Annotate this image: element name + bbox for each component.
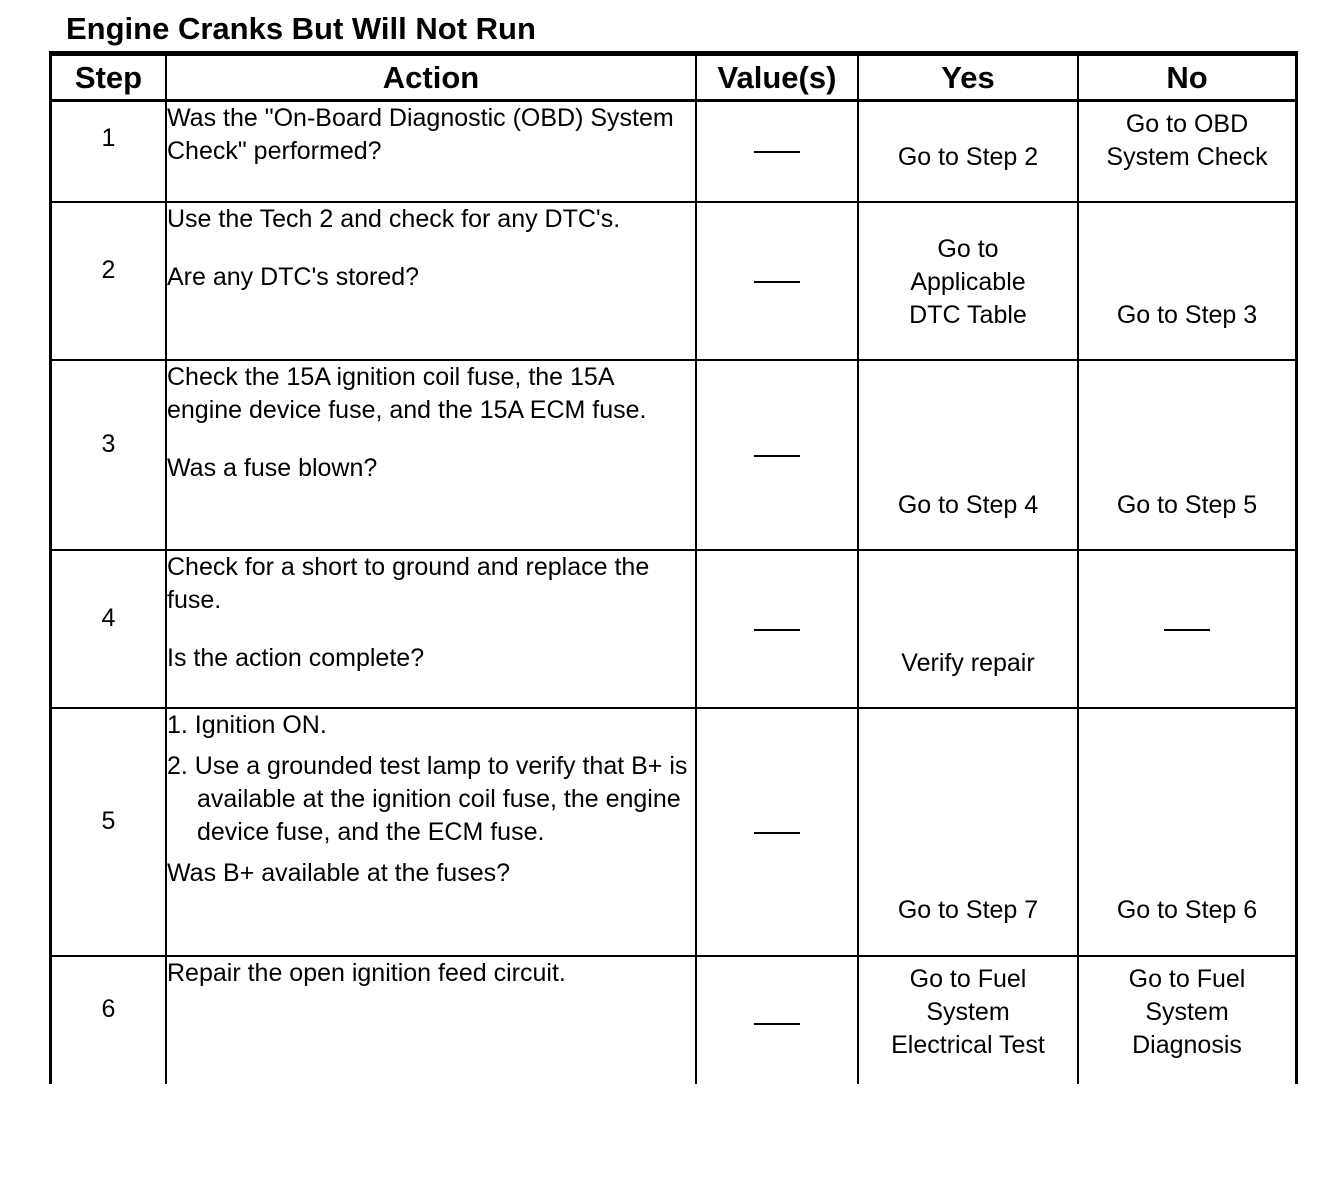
no-cell: [1078, 360, 1295, 550]
header-no: No: [1078, 56, 1295, 101]
yes-cell: [858, 956, 1078, 1085]
action-text: Check for a short to ground and replace the fuse.: [167, 552, 650, 614]
header-step: Step: [52, 56, 166, 101]
action-question: Was B+ available at the fuses?: [167, 858, 511, 887]
action-cell: [166, 550, 696, 708]
no-cell: [1078, 202, 1295, 360]
value-cell: [696, 550, 858, 708]
no-cell: [1078, 550, 1295, 708]
yes-line: Go to: [937, 234, 999, 263]
step-number: 5: [101, 806, 116, 835]
value-dash: [754, 151, 800, 153]
no-text: Go to Step 3: [1116, 300, 1258, 329]
yes-cell: [858, 202, 1078, 360]
table-row: [52, 550, 1295, 708]
no-text: Go to Step 6: [1116, 895, 1258, 924]
step-number: 1: [101, 124, 116, 152]
action-question: Was a fuse blown?: [167, 453, 378, 482]
action-cell: [166, 202, 696, 360]
step-cell: [52, 550, 166, 708]
value-cell: [696, 202, 858, 360]
value-dash: [754, 629, 800, 631]
table-row: [52, 708, 1295, 956]
action-question: Are any DTC's stored?: [167, 262, 420, 291]
value-dash: [754, 832, 800, 834]
yes-line: Applicable: [910, 267, 1026, 296]
table-row: [52, 360, 1295, 550]
action-question: Is the action complete?: [167, 643, 425, 672]
step-cell: [52, 956, 166, 1085]
yes-line: Electrical Test: [891, 1030, 1045, 1059]
diagnostic-table: [52, 56, 1295, 1084]
header-values: Value(s): [696, 56, 858, 101]
no-line: System: [1145, 997, 1229, 1026]
table-row: [52, 956, 1295, 1085]
page-title: Engine Cranks But Will Not Run: [66, 11, 536, 46]
action-cell: [166, 708, 696, 956]
action-cell: [166, 956, 696, 1085]
value-cell: [696, 101, 858, 202]
yes-cell: [858, 360, 1078, 550]
yes-text: Verify repair: [901, 648, 1035, 677]
yes-cell: [858, 708, 1078, 956]
step-cell: [52, 101, 166, 202]
step-number: 4: [101, 603, 116, 632]
no-text: Go to Step 5: [1116, 490, 1258, 519]
value-cell: [696, 360, 858, 550]
action-text: Check the 15A ignition coil fuse, the 15A engine device fuse, and the 15A ECM fuse.: [167, 362, 647, 424]
value-cell: [696, 956, 858, 1085]
action-step: 1. Ignition ON.: [167, 710, 327, 739]
step-number: 6: [101, 994, 116, 1023]
action-text: Was the "On-Board Diagnostic (OBD) System Check" performed?: [167, 104, 674, 165]
yes-text: [859, 233, 1077, 332]
no-cell: [1078, 956, 1295, 1085]
value-dash: [754, 281, 800, 283]
action-text: Repair the open ignition feed circuit.: [167, 958, 566, 987]
yes-line: DTC Table: [909, 300, 1027, 329]
action-step: 2. Use a grounded test lamp to verify that B+ is available at the ignition coil fuse, the engine device fuse, and the ECM fuse.: [167, 751, 688, 846]
no-text: [1079, 963, 1295, 1062]
action-cell: [166, 360, 696, 550]
no-line: Diagnosis: [1132, 1030, 1242, 1059]
yes-text: [859, 963, 1077, 1062]
yes-text: Go to Step 4: [897, 490, 1039, 519]
no-line: Go to OBD: [1125, 110, 1249, 138]
table-row: [52, 202, 1295, 360]
header-action: Action: [166, 56, 696, 101]
no-cell: [1078, 101, 1295, 202]
header-yes: Yes: [858, 56, 1078, 101]
yes-cell: [858, 101, 1078, 202]
step-cell: [52, 360, 166, 550]
header-row: [52, 56, 1295, 101]
value-dash: [754, 1023, 800, 1025]
step-number: 2: [101, 255, 116, 284]
yes-cell: [858, 550, 1078, 708]
no-dash: [1164, 629, 1210, 631]
yes-line: Go to Fuel: [909, 964, 1027, 993]
step-cell: [52, 202, 166, 360]
action-steps: [167, 709, 695, 849]
value-cell: [696, 708, 858, 956]
no-line: Go to Fuel: [1128, 964, 1246, 993]
step-cell: [52, 708, 166, 956]
yes-line: System: [926, 997, 1010, 1026]
diagnostic-table-frame: [49, 51, 1298, 1084]
yes-text: Go to Step 2: [897, 143, 1039, 171]
step-number: 3: [101, 429, 116, 458]
action-text: Use the Tech 2 and check for any DTC's.: [167, 204, 621, 233]
no-line: System Check: [1106, 143, 1268, 171]
value-dash: [754, 455, 800, 457]
no-cell: [1078, 708, 1295, 956]
no-text: [1079, 108, 1295, 174]
yes-text: Go to Step 7: [897, 895, 1039, 924]
table-row: [52, 101, 1295, 202]
action-cell: [166, 101, 696, 202]
